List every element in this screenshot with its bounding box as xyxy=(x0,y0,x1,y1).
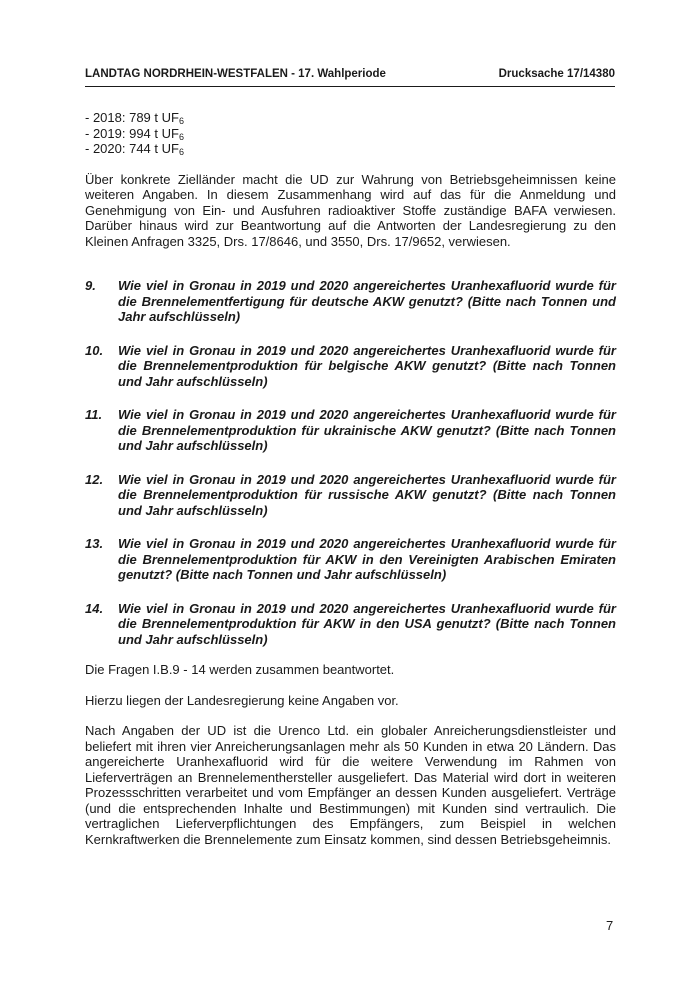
question-number: 14. xyxy=(85,600,104,616)
question-number: 9. xyxy=(85,278,96,293)
question-number: 12. xyxy=(85,471,104,487)
page-header xyxy=(85,68,615,80)
list-item: - 2018: 789 t $UF_6$ xyxy=(85,110,184,126)
header-title: LANDTAG NORDRHEIN-WESTFALEN - 17. Wahlperiode xyxy=(85,68,386,80)
question-number: 10. xyxy=(85,342,104,358)
question xyxy=(85,536,616,583)
question-text: Wie viel in Gronau in 2019 und 2020 angereichertes Uranhexafluorid wurde für die Brennelementfertigung für deutsche AKW genutzt? (Bitte nach Tonnen und Jahr aufschlüsseln) xyxy=(118,278,616,324)
question-text: Wie viel in Gronau in 2019 und 2020 angereichertes Uranhexafluorid wurde für die Brennelementproduktion für belgische AKW genutzt? (Bitte nach Tonnen und Jahr aufschlüsseln) xyxy=(118,342,616,389)
header-rule xyxy=(85,86,615,87)
question xyxy=(85,343,616,390)
question xyxy=(85,601,616,648)
question-text: Wie viel in Gronau in 2019 und 2020 angereichertes Uranhexafluorid wurde für die Brennelementproduktion für AKW in den Vereinigten Arabischen Emiraten genutzt? (Bitte nach Tonnen und Jahr aufschlüsseln) xyxy=(118,536,616,582)
header-doc-number: Drucksache 17/14380 xyxy=(498,68,615,80)
quantity-list xyxy=(85,110,616,157)
question-number: 11. xyxy=(85,407,103,422)
page-body xyxy=(85,110,616,847)
paragraph: Über konkrete Zielländer macht die UD zur Wahrung von Betriebsgeheimnissen keine weiteren Angaben. In diesem Zusammenhang wird auf das für die Anmeldung und Genehmigung von Ein- und Ausfuhren radioaktiver Stoffe zuständige BAFA verwiesen. Darüber hinaus wird zur Beantwortung auf die Antworten der Landesregierung zu den Kleinen Anfragen 3325, Drs. 17/8646, und 3550, Drs. 17/9652, verwiesen. xyxy=(85,171,616,249)
list-item: - 2019: 994 t $UF_6$ xyxy=(85,125,184,142)
question-number: 13. xyxy=(85,536,104,551)
question-text: Wie viel in Gronau in 2019 und 2020 angereichertes Uranhexafluorid wurde für die Brennelementproduktion für AKW in den USA genutzt? (Bitte nach Tonnen und Jahr aufschlüsseln) xyxy=(118,600,616,647)
question-text: Wie viel in Gronau in 2019 und 2020 angereichertes Uranhexafluorid wurde für die Brennelementproduktion für russische AKW genutzt? (Bitte nach Tonnen und Jahr aufschlüsseln) xyxy=(118,471,616,518)
page-number: 7 xyxy=(606,918,614,933)
question xyxy=(85,407,616,454)
question xyxy=(85,278,616,325)
answer-none: Hierzu liegen der Landesregierung keine Angaben vor. xyxy=(85,692,399,708)
list-item: - 2020: 744 t $UF_6$ xyxy=(85,141,184,157)
question xyxy=(85,472,616,519)
question-text: Wie viel in Gronau in 2019 und 2020 angereichertes Uranhexafluorid wurde für die Brennelementproduktion für ukrainische AKW genutzt? (Bitte nach Tonnen und Jahr aufschlüsseln) xyxy=(118,407,616,453)
answer-body: Nach Angaben der UD ist die Urenco Ltd. ein globaler Anreicherungsdienstleister und beliefert mit ihren vier Anreicherungsanlagen mehr als 50 Kunden in etwa 20 Ländern. Das angereicherte Uranhexafluorid wird für die weitere Verwendung im Rahmen von Lieferverträgen an Brennelementhersteller ausgeliefert. Das Material wird dort in weiteren Prozessschritten verarbeitet und vom Empfänger an dessen Kunden ausgeliefert. Verträge (und die entsprechenden Inhalte und Bestimmungen) mit Kunden sind vertraulich. Die vertraglichen Lieferverpflichtungen des Empfängers, zum Beispiel in welchen Kernkraftwerken die Brennelemente zum Einsatz kommen, sind dessen Betriebsgeheimnis. xyxy=(85,723,616,847)
answer-intro: Die Fragen I.B.9 - 14 werden zusammen beantwortet. xyxy=(85,662,395,677)
